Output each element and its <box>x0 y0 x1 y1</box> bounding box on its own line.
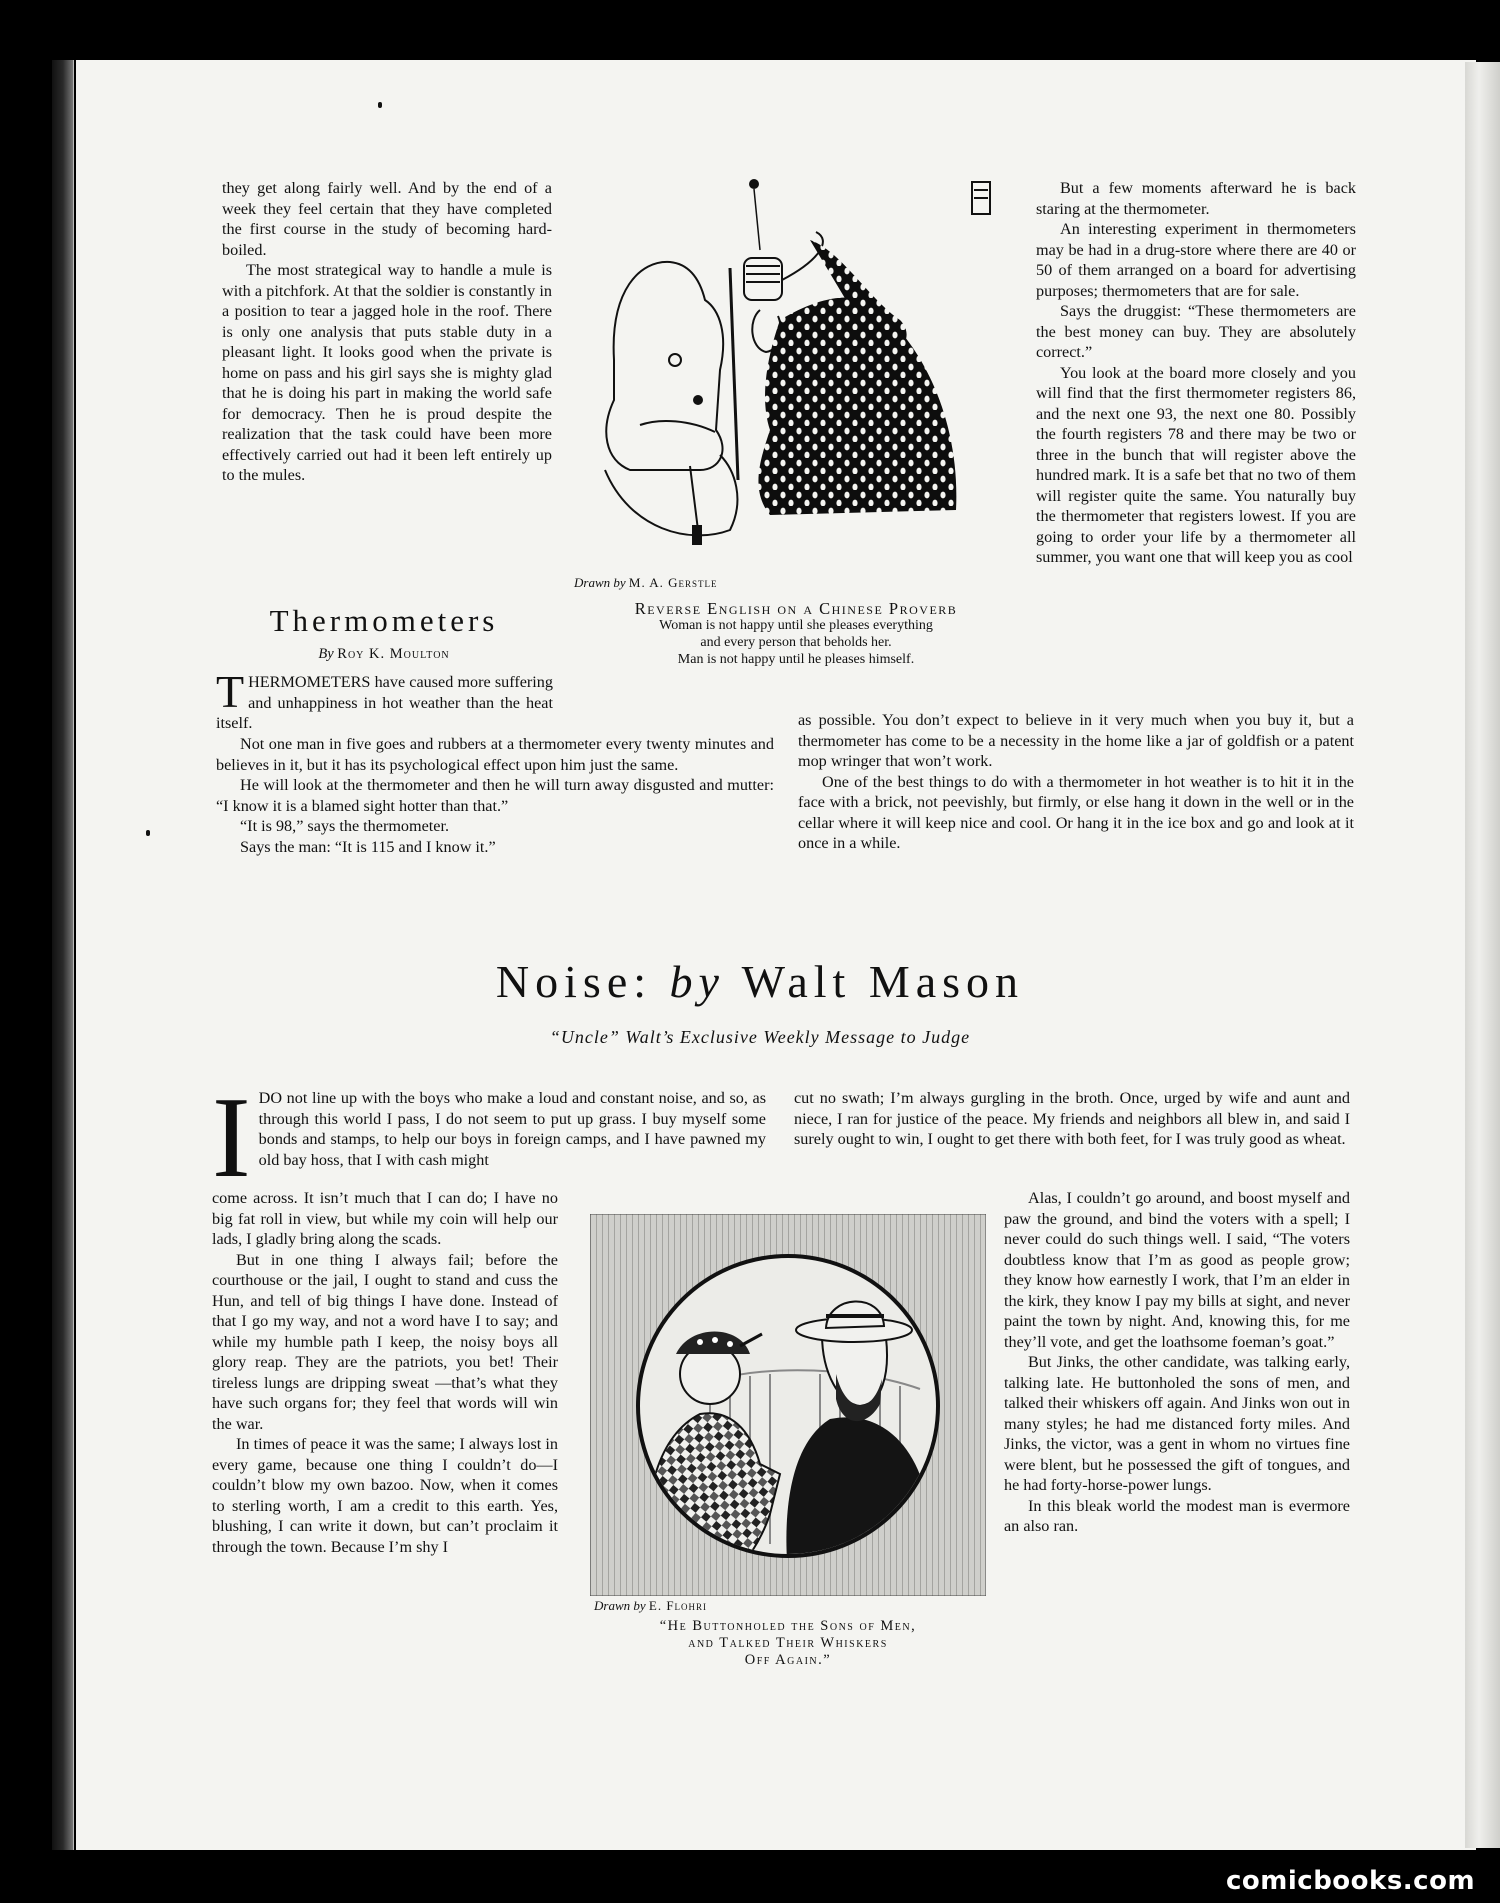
illustration-reverse-english <box>570 170 1030 570</box>
caption-line-2: and every person that beholds her. <box>700 635 892 650</box>
site-watermark: comicbooks.com <box>1226 1866 1476 1896</box>
therm-col1 <box>222 178 552 486</box>
noise-left-p3: In times of peace it was the same; I always lost in every game, because one thing I couldn’t do—I couldn’t blow my own bazoo. Now, when it comes to sterling worth, I am a credit to this earth. Yes, blushing, I can write it down, but can’t proclaim it through the town. Because I’m shy I <box>212 1435 558 1556</box>
noise-lead-paragraph <box>212 1074 766 1202</box>
dropcap-i: I <box>212 1074 251 1202</box>
noise-right-p1: cut no swath; I’m always gurgling in the broth. Once, urged by wife and aunt and niece, I ran for justice of the peace. My friends and neighbors all blew in, and said I surely ought to win, I ought to get there with both feet, for I was truly good as wheat. <box>794 1089 1350 1148</box>
byline-thermometers <box>254 646 514 663</box>
therm-p1-rest: HERMOMETERS have caused more suffering and unhappiness in hot weather than the heat itself. <box>216 673 553 732</box>
noise-right-p2: Alas, I couldn’t go around, and boost myself and paw the ground, and bind the voters with a spell; I never could do such things well. I said, “The voters doubtless know that I’m as good as people grow; they know how earnestly I work, that I’m an elder in the kirk, they know I pay my bills at sight, and never paint the town by night. And, knowing this, for me they’ll vote, and get the loathsome foeman’s goat.” <box>1004 1189 1350 1351</box>
therm-bottom-p1: as possible. You don’t expect to believe in it very much when you buy it, but a thermometer has come to be a necessity in the home like a jar of goldfish or a patent mop wringer that won’t work. <box>798 711 1354 770</box>
therm-paragraph-3: He will look at the thermometer and then he will turn away disgusted and mutter: “I know it is a blamed sight hotter than that.” <box>216 776 774 815</box>
caption-title: Reverse English on a Chinese Proverb <box>634 599 958 618</box>
illustration2-caption <box>586 1618 990 1669</box>
therm-col1-paragraph: The most strategical way to handle a mule is with a pitchfork. At that the soldier is constantly in a position to tear a jagged hole in the roof. There is only one analysis that puts stable duty in a pleasant light. It looks good when the private is home on pass and his girl says she is mighty glad that he is doing his part in making the world safe for democracy. Then he is proud despite the realization that the task could have been more effectively carried out had it been left entirely up to the mules. <box>222 261 552 484</box>
therm-col3-p1: But a few moments afterward he is back staring at the thermometer. <box>1036 179 1356 218</box>
page-edge <box>1465 62 1500 1848</box>
noise-title-a: Noise: <box>495 956 653 1007</box>
therm-paragraph-2: Not one man in five goes and rubbers at a thermometer every twenty minutes and believes in it, but it has its psychological effect upon him just the same. <box>216 735 774 774</box>
noise-title-by: by <box>669 956 725 1007</box>
caption-line-1: Woman is not happy until she pleases everything <box>659 618 933 633</box>
noise-right-top <box>794 1088 1350 1150</box>
therm-col3-p2: An interesting experiment in thermometers may be had in a drug-store where there are 40 or 50 of them arranged on a board for advertising purposes; thermometers that are for sale. <box>1036 220 1356 300</box>
caption-line-3: Off Again.” <box>744 1652 832 1668</box>
therm-col1-lead: they get along fairly well. And by the end of a week they feel certain that they have completed the first course in the study of becoming hard-boiled. <box>222 179 552 259</box>
therm-col3-p4: You look at the board more closely and you will find that the first thermometer registers 86, and the next one 93, the next one 80. Possibly the fourth registers 78 and there may be two or three in the bunch that will register above the hundred mark. It is a safe bet that no two of them will register quite the same. You naturally buy the thermometer that registers lowest. If you are going to order your life by a thermometer all summer, you want one that will keep you as cool <box>1036 363 1356 566</box>
article-title-thermometers: Thermometers <box>269 603 499 638</box>
credit-name: M. A. Gerstle <box>628 575 718 590</box>
byline-by: By <box>318 646 334 662</box>
speck <box>378 102 382 108</box>
speck <box>146 830 150 836</box>
noise-right-p3: But Jinks, the other candidate, was talking early, talking late. He buttonholed the sons of men, and talked their whiskers off again. And Jinks won out in many styles; he had me distanced forty miles. And Jinks, the victor, was a gent in whom no virtues fine were blent, but he possessed the gift of tongues, and he had forty-horse-power lungs. <box>1004 1353 1350 1494</box>
therm-wide-body <box>216 734 774 857</box>
therm-col3 <box>1036 178 1356 568</box>
noise-right-p4: In this bleak world the modest man is evermore an also ran. <box>1004 1496 1350 1535</box>
credit-name: E. Flohri <box>648 1598 708 1613</box>
noise-left-col <box>212 1188 558 1557</box>
caption-line-1: “He Buttonholed the Sons of Men, <box>659 1618 917 1634</box>
therm-paragraph-5: Says the man: “It is 115 and I know it.” <box>240 837 496 856</box>
credit-prefix: Drawn by <box>574 575 626 590</box>
therm-col3-p3: Says the druggist: “These thermometers are the best money can buy. They are absolutely correct.” <box>1036 302 1356 361</box>
illustration-buttonholed <box>590 1214 986 1596</box>
dropcap-t: T <box>216 666 245 717</box>
therm-paragraph-1 <box>216 666 553 734</box>
illustration2-credit <box>594 1598 707 1614</box>
byline-author: Roy K. Moulton <box>337 646 450 662</box>
noise-right-col <box>1004 1188 1350 1537</box>
caption-line-3: Man is not happy until he pleases himself. <box>677 652 915 667</box>
article-title-noise <box>380 955 1140 1008</box>
illustration1-credit <box>574 575 718 591</box>
credit-prefix: Drawn by <box>594 1598 646 1613</box>
therm-col1-body <box>216 666 553 734</box>
noise-subtitle: “Uncle” Walt’s Exclusive Weekly Message to Judge <box>549 1027 971 1047</box>
noise-left-p1: come across. It isn’t much that I can do; I have no big fat roll in view, but while my coin will help our lads, I gladly bring along the scads. <box>212 1189 558 1248</box>
illustration1-caption <box>556 600 1036 668</box>
therm-bottom-right <box>798 710 1354 854</box>
noise-lead-text: DO not line up with the boys who make a loud and constant noise, and so, as through this world I pass, I do not seem to put up grass. I buy myself some bonds and stamps, to help our boys in foreign camps, and I have pawned my old bay hoss, that I with cash might <box>258 1089 766 1169</box>
caption-line-2: and Talked Their Whiskers <box>688 1635 888 1651</box>
noise-left-p2: But in one thing I always fail; before the courthouse or the jail, I ought to stand and cuss the Hun, and tell of big things I have done. Instead of that I go my way, and not a word have I to say; and while my humble path I keep, the noisy boys all glory reap. They are the patriots, you bet! Their tireless lungs are dripping sweat —that’s what they have such organs for; they feel that words will win the war. <box>212 1250 558 1433</box>
therm-paragraph-4: “It is 98,” says the thermometer. <box>240 817 450 835</box>
therm-bottom-p2: One of the best things to do with a thermometer in hot weather is to hit it in the face with a brick, not peevishly, but firmly, or else hang it down in the well or in the cellar where it will keep nice and cool. Or hang it in the ice box and go and look at it once in a while. <box>798 772 1354 852</box>
noise-lead <box>212 1074 766 1202</box>
noise-title-b: Walt Mason <box>741 956 1025 1007</box>
page-gutter <box>52 60 74 1850</box>
